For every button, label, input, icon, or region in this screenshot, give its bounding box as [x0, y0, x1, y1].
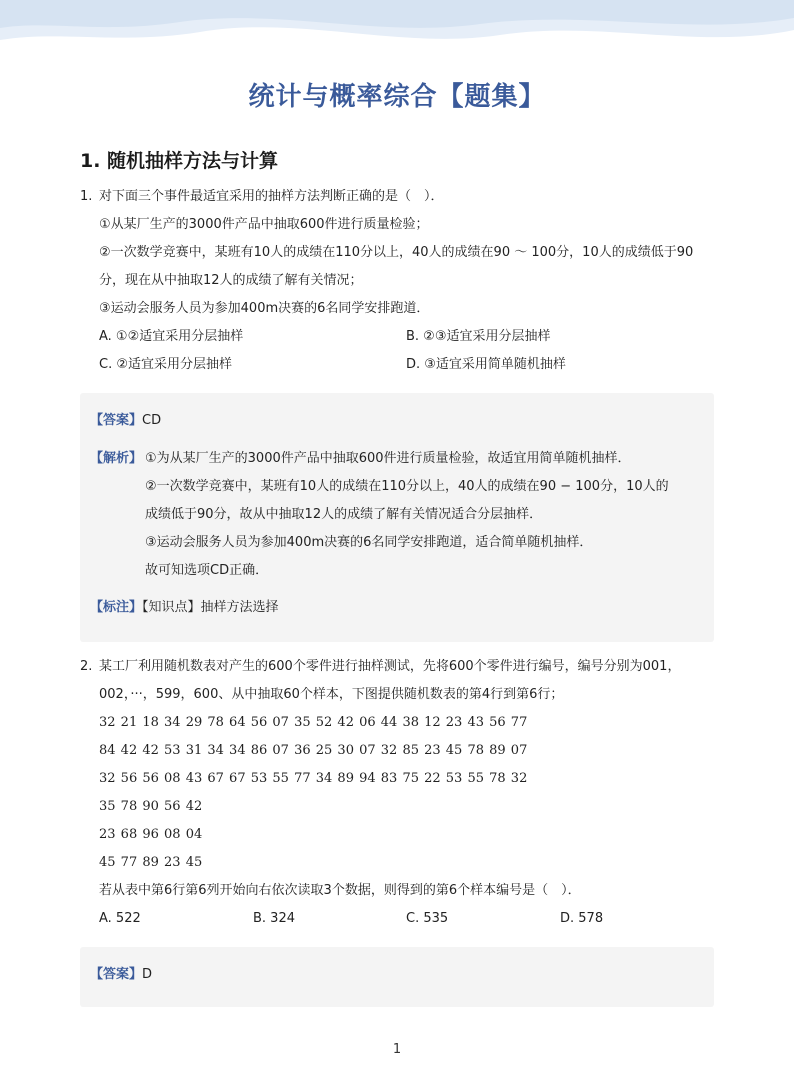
- q2-answer-row: [90, 965, 152, 985]
- analysis-line: 成绩低于90分，故从中抽取12人的成绩了解有关情况适合分层抽样．: [145, 507, 543, 522]
- question-1-item: 分，现在从中抽取12人的成绩了解有关情况；: [99, 273, 363, 288]
- question-2-number: 2.: [80, 659, 93, 674]
- q2-option-c: C. 535: [406, 911, 449, 926]
- page-number: 1: [392, 1042, 402, 1057]
- document-title: 统计与概率综合【题集】: [248, 82, 546, 112]
- random-table-row: 32 21 18 34 29 78 64 56 07 35 52 42 06 44 38 12 23 43 56 77: [99, 715, 528, 730]
- analysis-line: 故可知选项CD正确．: [145, 563, 269, 578]
- random-table-row: 23 68 96 08 04: [99, 827, 203, 842]
- answer-value: D: [142, 967, 153, 982]
- analysis-line: ②一次数学竞赛中，某班有10人的成绩在110分以上，40人的成绩在90 − 100分，10人的: [145, 479, 669, 494]
- q1-option-d: D. ③适宜采用简单随机抽样: [406, 357, 566, 372]
- note-label: 【标注】: [90, 600, 143, 615]
- section-heading: 1. 随机抽样方法与计算: [80, 150, 279, 172]
- answer-value: CD: [142, 413, 162, 428]
- analysis-label: 【解析】: [90, 451, 143, 466]
- q1-option-c: C. ②适宜采用分层抽样: [99, 357, 232, 372]
- q2-option-a: A. 522: [99, 911, 141, 926]
- q2-answer-box: [80, 947, 714, 1007]
- random-table-row: 35 78 90 56 42: [99, 799, 203, 814]
- random-table-row: 84 42 42 53 31 34 34 86 07 36 25 30 07 32 85 23 45 78 89 07: [99, 743, 528, 758]
- random-table-row: 32 56 56 08 43 67 67 53 55 77 34 89 94 83 75 22 53 55 78 32: [99, 771, 528, 786]
- answer-label: 【答案】: [90, 967, 143, 982]
- q2-option-d: D. 578: [560, 911, 604, 926]
- question-1-item: ①从某厂生产的3000件产品中抽取600件进行质量检验；: [99, 217, 429, 232]
- question-1-number: 1.: [80, 189, 93, 204]
- q1-answer-row: [90, 411, 161, 431]
- question-1-stem: 对下面三个事件最适宜采用的抽样方法判断正确的是（ ）．: [99, 189, 444, 204]
- q1-answer-box: [80, 393, 714, 642]
- question-2-stem: 某工厂利用随机数表对产生的600个零件进行抽样测试，先将600个零件进行编号，编号分别为001，: [99, 659, 681, 674]
- random-table-row: 45 77 89 23 45: [99, 855, 203, 870]
- q1-option-a: A. ①②适宜采用分层抽样: [99, 329, 244, 344]
- question-2-ask: 若从表中第6行第6列开始向右依次读取3个数据，则得到的第6个样本编号是（ ）．: [99, 883, 581, 898]
- answer-label: 【答案】: [90, 413, 143, 428]
- note-value: 【知识点】抽样方法选择: [142, 600, 279, 615]
- q2-option-b: B. 324: [253, 911, 295, 926]
- header-wave-decoration: [0, 0, 794, 60]
- question-2-stem: 002，···，599，600、从中抽取60个样本，下图提供随机数表的第4行到第6行；: [99, 687, 564, 702]
- question-1-item: ③运动会服务人员为参加400m决赛的6名同学安排跑道．: [99, 301, 430, 316]
- q1-note-row: [90, 598, 279, 618]
- analysis-line: ③运动会服务人员为参加400m决赛的6名同学安排跑道，适合简单随机抽样．: [145, 535, 593, 550]
- question-1-item: ②一次数学竞赛中，某班有10人的成绩在110分以上，40人的成绩在90 ～ 100分，10人的成绩低于90: [99, 245, 694, 260]
- analysis-line: ①为从某厂生产的3000件产品中抽取600件进行质量检验，故适宜用简单随机抽样．: [145, 451, 631, 466]
- q1-option-b: B. ②③适宜采用分层抽样: [406, 329, 551, 344]
